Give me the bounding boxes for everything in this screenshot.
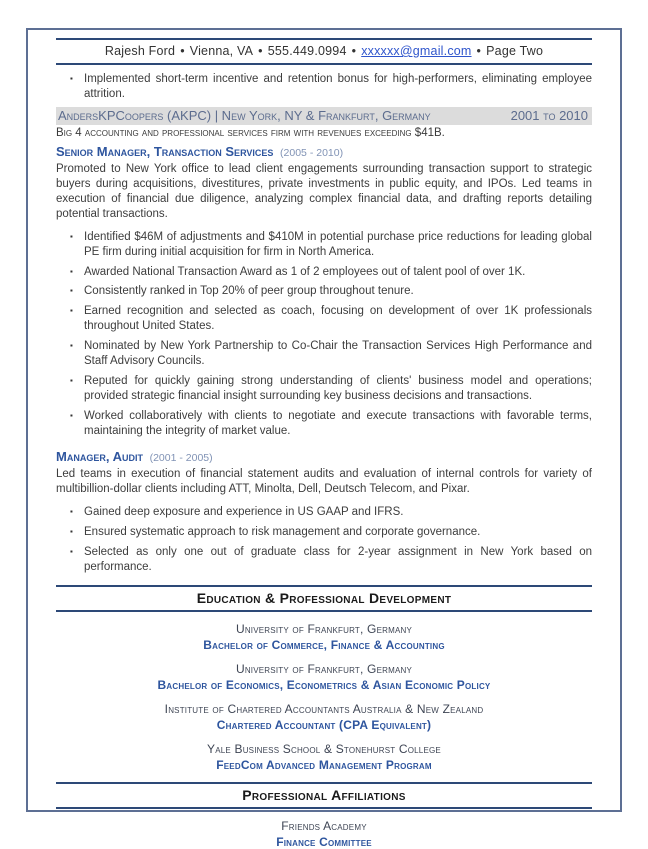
experience-bullet: [70, 545, 592, 575]
section-rule-bottom: [56, 807, 592, 809]
experience-bullet: [70, 265, 592, 280]
contact-name: Rajesh Ford: [104, 44, 176, 58]
bullet-icon: ▪: [70, 266, 73, 276]
bullet-text: Worked collaboratively with clients to negotiate and execute transactions with favorable terms, maintaining the integrity of market value.: [84, 410, 592, 437]
role-dates: (2001 - 2005): [149, 451, 213, 464]
section-title: Education & Professional Development: [196, 589, 452, 606]
experience-bullet: [70, 339, 592, 369]
role-manager-audit: [56, 449, 592, 575]
role-title-text: Manager, Audit: [56, 448, 143, 464]
experience-bullet: [70, 230, 592, 260]
bullet-text: Reputed for quickly gaining strong understanding of clients' business model and operations; provided strategic financial insight surrounding key business decisions and transactions.: [84, 375, 592, 403]
contact-location: Vienna, VA: [189, 44, 254, 58]
bullet-icon: ▪: [70, 506, 73, 516]
institution-name: Yale Business School & Stonehurst College: [207, 741, 441, 756]
education-entry: [56, 702, 592, 732]
contact-line: [56, 40, 592, 63]
education-entry: [56, 662, 592, 692]
contact-phone: 555.449.0994: [267, 44, 347, 58]
bullet-text: Identified $46M of adjustments and $410M in potential purchase price reductions for leading global PE firm during initial acquisition for firm in North America.: [84, 230, 592, 258]
role-bullet-list: [56, 505, 592, 575]
role-senior-manager: [56, 144, 592, 439]
role-summary: Led teams in execution of financial statement audits and evaluation of internal controls for variety of multibillion-dollar clients including ATT, Minolta, Dell, Deutsch Telecom, and Pixar.: [56, 467, 592, 495]
email-link[interactable]: xxxxxx@gmail.com: [361, 44, 472, 58]
bullet-text: Nominated by New York Partnership to Co-Chair the Transaction Services High Performance and Staff Advisory Councils.: [84, 340, 592, 368]
section-title: Professional Affiliations: [242, 786, 406, 803]
company-description: Big 4 accounting and professional services firm with revenues exceeding $41B.: [56, 126, 445, 139]
credential-name: FeedCom Advanced Management Program: [216, 757, 432, 772]
education-entry: [56, 742, 592, 772]
bullet-text: Selected as only one out of graduate class for 2-year assignment in New York based on performance.: [84, 545, 592, 573]
credential-name: Chartered Accountant (CPA Equivalent): [216, 717, 432, 732]
bullet-text: Gained deep exposure and experience in US GAAP and IFRS.: [84, 505, 404, 518]
page-number-label: Page Two: [486, 44, 544, 58]
role-bullet-list: [56, 230, 592, 439]
resume-content: [28, 30, 620, 849]
header-rule-bottom: [56, 63, 592, 65]
institution-name: University of Frankfurt, Germany: [235, 661, 413, 676]
company-header-bar: [56, 107, 592, 125]
bullet-icon: ▪: [70, 306, 73, 316]
credential-name: Bachelor of Commerce, Finance & Accounting: [203, 637, 445, 652]
page-header: [56, 38, 592, 65]
bullet-text: Implemented short-term incentive and retention bonus for high-performers, eliminating employee attrition.: [84, 73, 592, 100]
company-dates: 2001 to 2010: [510, 107, 588, 123]
experience-bullet: [70, 374, 592, 404]
bullet-icon: ▪: [70, 411, 73, 420]
affiliation-role: Finance Committee: [276, 834, 372, 849]
organization-name: Friends Academy: [281, 818, 367, 833]
bullet-icon: ▪: [70, 74, 73, 83]
experience-bullet: [70, 409, 592, 439]
experience-bullet: [70, 284, 592, 299]
experience-bullet: [70, 525, 592, 540]
institution-name: University of Frankfurt, Germany: [235, 621, 413, 636]
bullet-icon: ▪: [70, 526, 73, 536]
bullet-icon: ▪: [70, 231, 73, 241]
carryover-bullet-list: [56, 72, 592, 102]
bullet-icon: ▪: [70, 286, 73, 296]
section-affiliations-header: [56, 782, 592, 809]
role-summary: Promoted to New York office to lead client engagements surrounding transaction support to strategic buyers during acquisitions, divestitures, private investments in public equity, and IPOs. Led teams in execution of financial due diligence, analyzing complex financial data, and drafting reports detailing potential transactions.: [56, 162, 592, 220]
bullet-icon: ▪: [70, 376, 73, 386]
institution-name: Institute of Chartered Accountants Australia & New Zealand: [164, 701, 484, 716]
bullet-text: Consistently ranked in Top 20% of peer group throughout tenure.: [84, 285, 414, 298]
bullet-text: Earned recognition and selected as coach, focusing on development of over 1K professionals throughout United States.: [84, 305, 592, 333]
separator-dot: •: [258, 44, 263, 58]
experience-bullet: [70, 505, 592, 520]
experience-bullet: [70, 304, 592, 334]
bullet-icon: ▪: [70, 341, 73, 351]
bullet-text: Ensured systematic approach to risk management and corporate governance.: [84, 525, 481, 538]
section-rule-bottom: [56, 610, 592, 612]
bullet-text: Awarded National Transaction Award as 1 of 2 employees out of talent pool of over 1K.: [84, 265, 526, 278]
experience-bullet: [70, 72, 592, 102]
company-name: AndersKPCoopers (AKPC) | New York, NY & Frankfurt, Germany: [58, 107, 431, 123]
role-dates: (2005 - 2010): [280, 146, 344, 159]
separator-dot: •: [476, 44, 482, 58]
role-title: [56, 144, 592, 159]
section-education-header: [56, 585, 592, 612]
role-title-text: Senior Manager, Transaction Services: [56, 143, 274, 159]
separator-dot: •: [351, 44, 357, 58]
resume-page: [26, 28, 622, 849]
role-title: [56, 449, 592, 464]
affiliation-entry: [56, 819, 592, 849]
education-entry: [56, 622, 592, 652]
separator-dot: •: [180, 44, 185, 58]
credential-name: Bachelor of Economics, Econometrics & Asian Economic Policy: [157, 677, 491, 692]
bullet-icon: ▪: [70, 546, 73, 556]
